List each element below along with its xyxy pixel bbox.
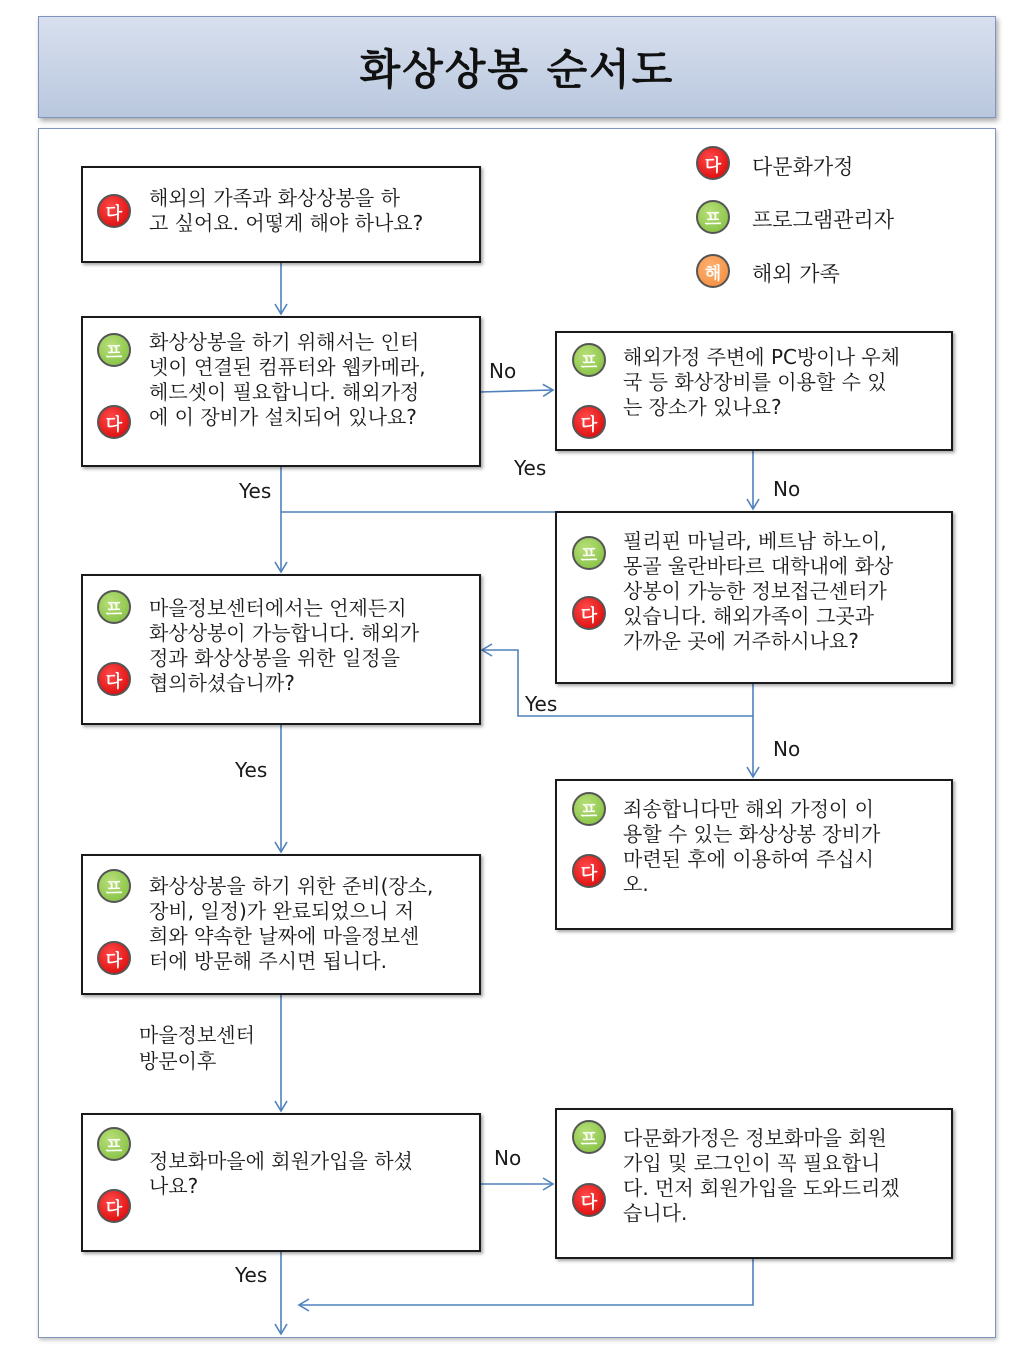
badge-text: 프 <box>105 878 123 899</box>
badge-text: 프 <box>105 1136 123 1157</box>
badge-text: 다 <box>580 1192 598 1213</box>
flow-box-start <box>81 166 481 263</box>
badge-multicultural <box>572 854 606 888</box>
flow-box-sorry <box>555 779 953 930</box>
box-text: 정보화마을에 회원가입을 하셨 나요? <box>149 1149 413 1198</box>
box-text: 화상상봉을 하기 위한 준비(장소, 장비, 일정)가 완료되었으니 저 희와 약속한 날짜에 마을정보센 터에 방문해 주시면 됩니다. <box>149 874 434 973</box>
badge-multicultural <box>97 941 131 975</box>
badge-manager <box>572 343 606 377</box>
badge-text: 프 <box>580 352 598 373</box>
box-text: 화상상봉을 하기 위해서는 인터 넷이 연결된 컴퓨터와 웹카메라, 헤드셋이 필요합니다. 해외가정 에 이 장비가 설치되어 있나요? <box>149 330 426 429</box>
legend-label-multicultural: 다문화가정 <box>752 155 854 179</box>
legend-label-manager: 프로그램관리자 <box>752 208 895 232</box>
flow-box-membership-question <box>81 1113 481 1252</box>
arrow-b9-return <box>299 1258 753 1305</box>
box-text: 죄송합니다만 해외 가정이 이 용할 수 있는 화상상봉 장비가 마련된 후에 이용하여 주십시 오. <box>623 797 881 896</box>
badge-multicultural <box>97 405 131 439</box>
badge-manager <box>572 536 606 570</box>
badge-text: 프 <box>580 1129 598 1150</box>
edge-label-after-visit: 마을정보센터 방문이후 <box>139 1023 255 1073</box>
badge-text: 다 <box>105 203 123 224</box>
legend-badge-text: 다 <box>704 155 722 176</box>
badge-manager <box>572 1120 606 1154</box>
badge-text: 다 <box>105 414 123 435</box>
badge-text: 다 <box>580 605 598 626</box>
badge-text: 다 <box>580 863 598 884</box>
box-text: 해외의 가족과 화상상봉을 하 고 싶어요. 어떻게 해야 하나요? <box>149 186 424 235</box>
arrow-b2-b3-no <box>480 390 553 392</box>
edge-label-yes: Yes <box>235 758 268 782</box>
edge-label-yes: Yes <box>239 479 272 503</box>
edge-label-no: No <box>494 1146 522 1170</box>
edge-label-yes: Yes <box>525 692 558 716</box>
edge-label-no: No <box>773 477 801 501</box>
badge-manager <box>97 869 131 903</box>
badge-manager <box>97 1127 131 1161</box>
page-title: 화상상봉 순서도 <box>359 45 675 94</box>
badge-multicultural <box>97 1189 131 1223</box>
badge-text: 다 <box>580 414 598 435</box>
badge-text: 다 <box>105 671 123 692</box>
legend-badge-text: 프 <box>704 209 722 230</box>
legend-badge-overseas <box>696 254 730 288</box>
badge-manager <box>97 590 131 624</box>
flow-box-equipment-question <box>81 316 481 467</box>
legend-label-overseas: 해외 가족 <box>752 262 840 286</box>
badge-text: 프 <box>105 342 123 363</box>
box-text: 마을정보센터에서는 언제든지 화상상봉이 가능합니다. 해외가 정과 화상상봉을 위한 일정을 협의하셨습니까? <box>149 596 420 695</box>
flow-box-access-center-question <box>555 511 953 684</box>
box-text: 해외가정 주변에 PC방이나 우체 국 등 화상장비를 이용할 수 있 는 장소가 있나요? <box>623 345 900 419</box>
legend-badge-multicultural <box>696 146 730 180</box>
edge-label-yes: Yes <box>235 1263 268 1287</box>
badge-manager <box>572 792 606 826</box>
badge-multicultural <box>97 662 131 696</box>
flow-box-nearby-place-question <box>555 331 953 451</box>
badge-text: 프 <box>580 801 598 822</box>
badge-text: 다 <box>105 1198 123 1219</box>
badge-manager <box>97 333 131 367</box>
badge-multicultural <box>572 405 606 439</box>
legend-badge-text: 해 <box>704 263 722 284</box>
badge-text: 다 <box>105 950 123 971</box>
badge-multicultural <box>572 596 606 630</box>
flow-box-schedule-question <box>81 574 481 725</box>
edge-label-yes: Yes <box>514 456 547 480</box>
flow-box-signup-help <box>555 1108 953 1259</box>
edge-label-no: No <box>489 359 517 383</box>
badge-multicultural <box>572 1183 606 1217</box>
flow-box-ready <box>81 854 481 995</box>
box-text: 필리핀 마닐라, 베트남 하노이, 몽골 울란바타르 대학내에 화상 상봉이 가능한 정보접근센터가 있습니다. 해외가족이 그곳과 가까운 곳에 거주하시나요? <box>623 529 894 653</box>
badge-multicultural <box>97 194 131 228</box>
box-text: 다문화가정은 정보화마을 회원 가입 및 로그인이 꼭 필요합니 다. 먼저 회원가입을 도와드리겠 습니다. <box>623 1126 900 1225</box>
legend-badge-manager <box>696 200 730 234</box>
badge-text: 프 <box>580 545 598 566</box>
edge-label-no: No <box>773 737 801 761</box>
badge-text: 프 <box>105 599 123 620</box>
